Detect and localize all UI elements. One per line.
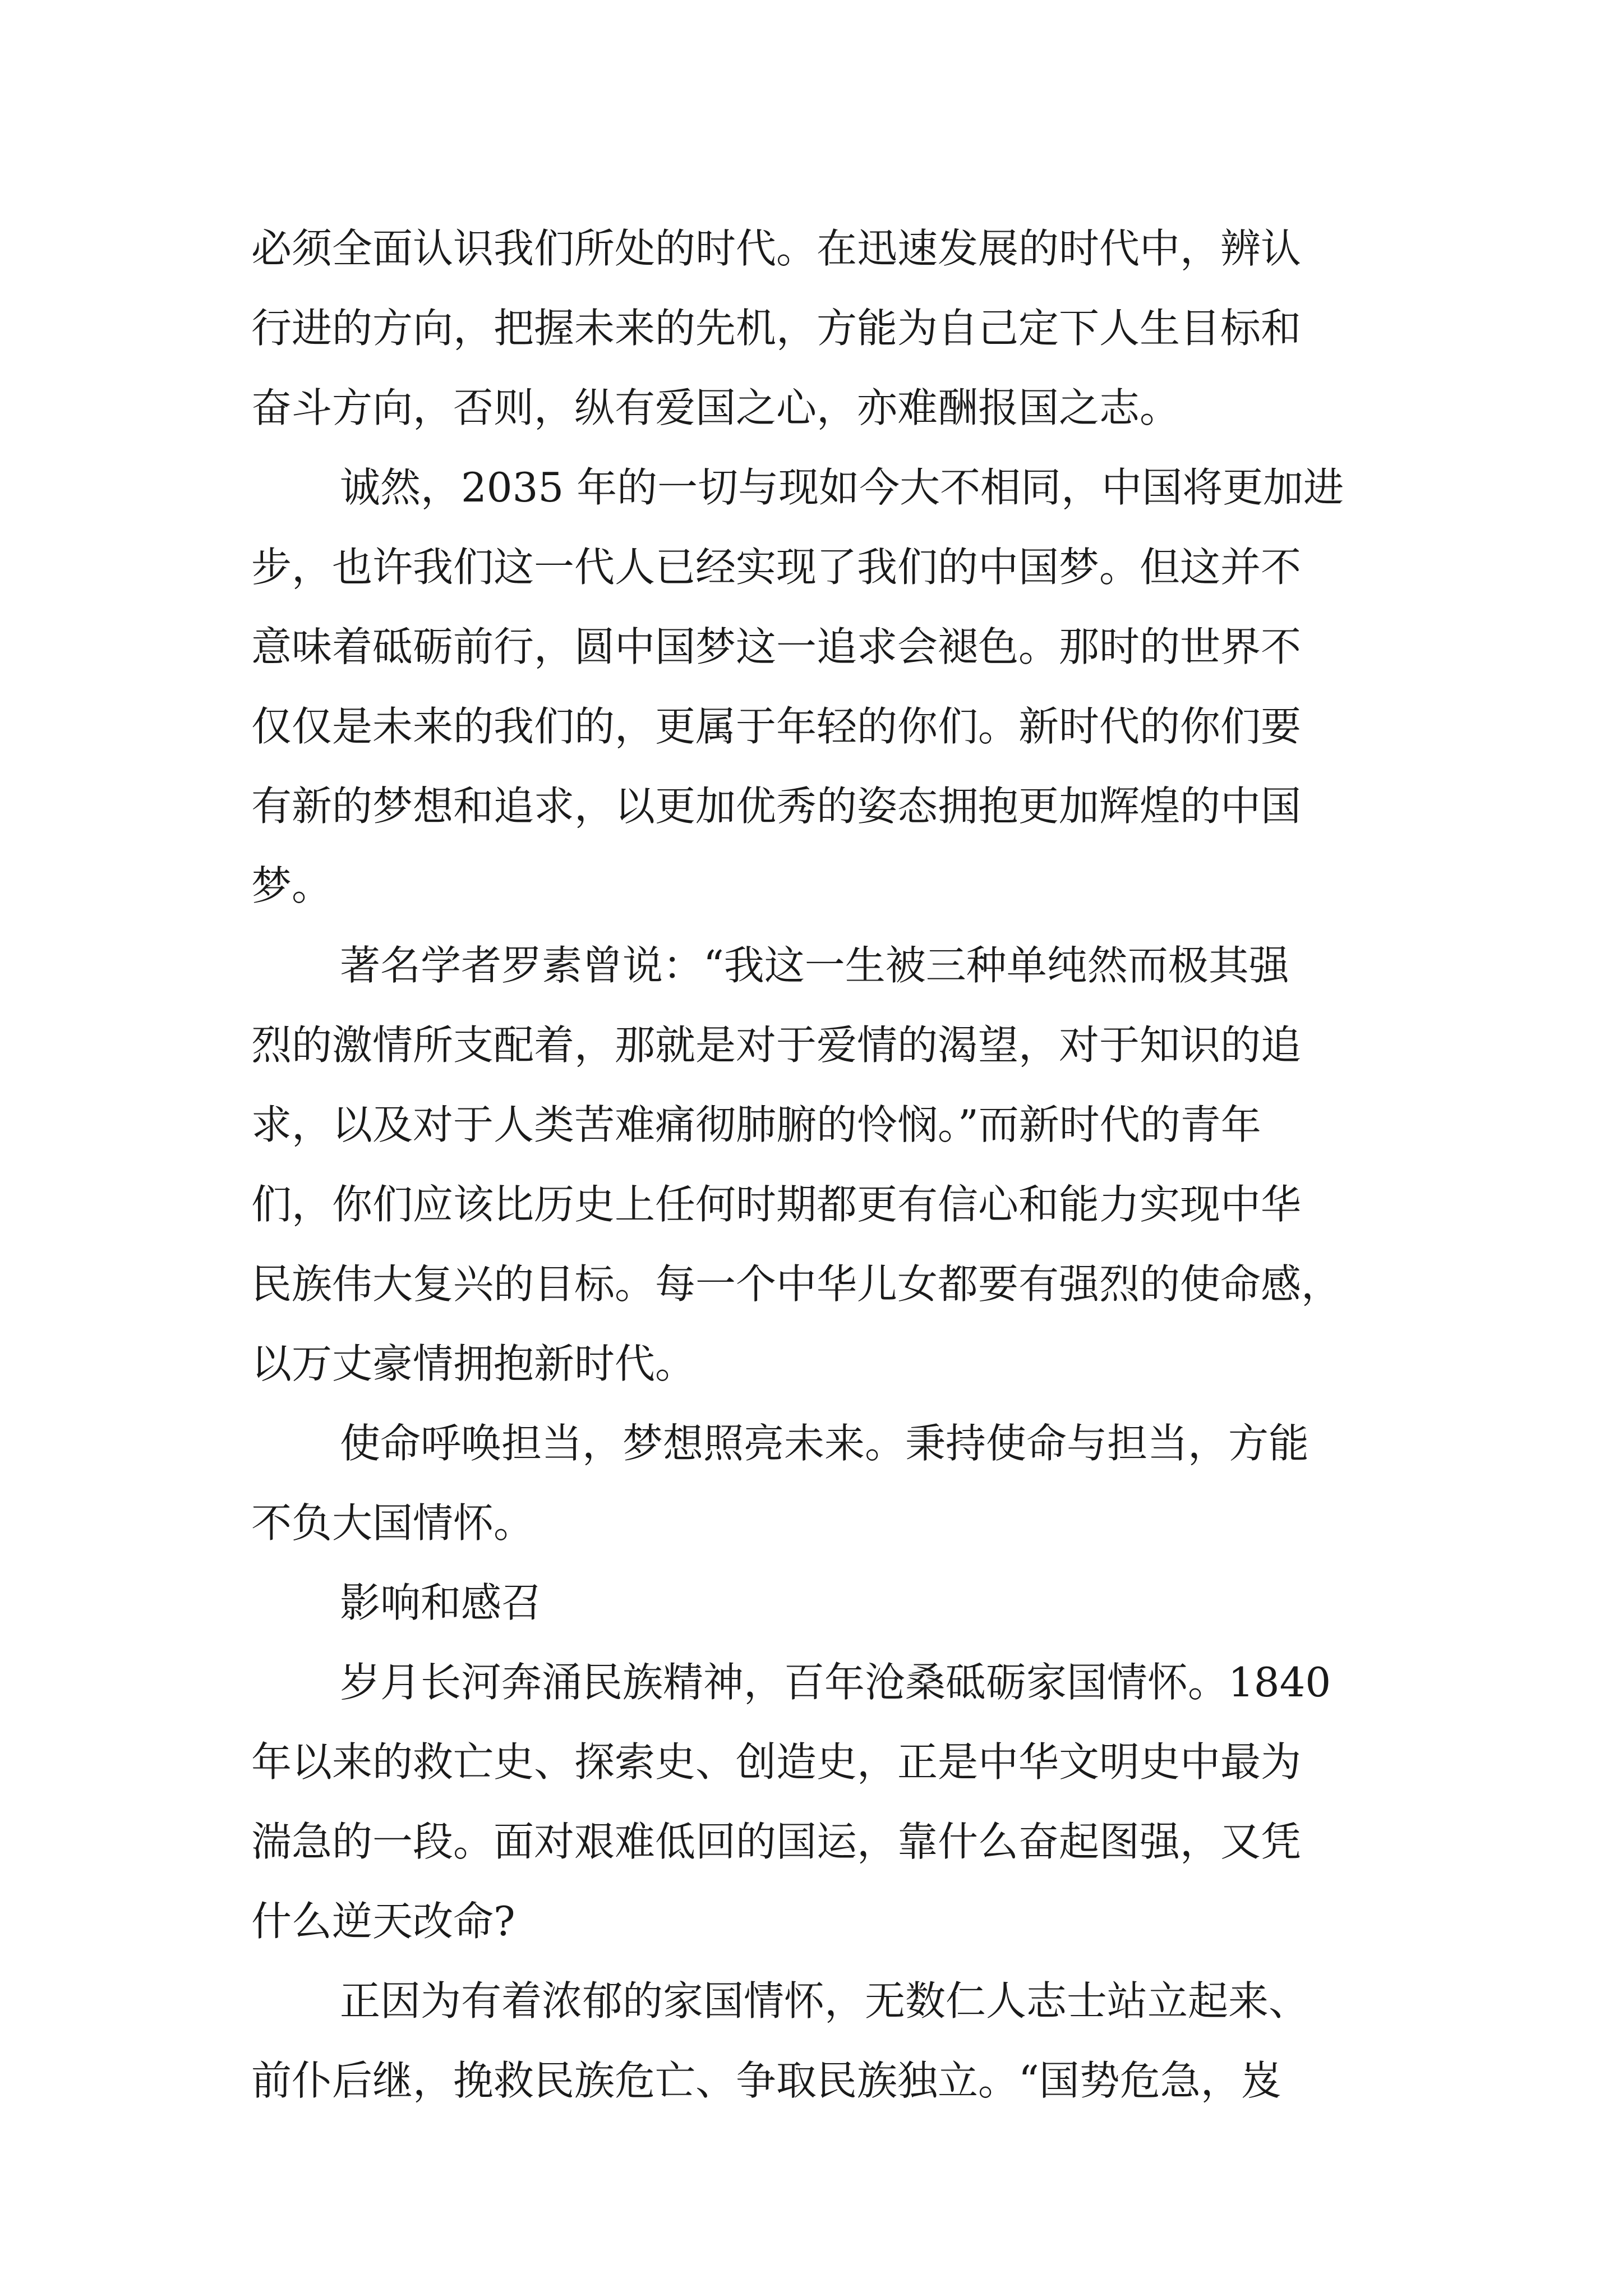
text-line: 行进的方向，把握未来的先机，方能为自己定下人生目标和	[251, 305, 1302, 352]
text-line: 必须全面认识我们所处的时代。在迅速发展的时代中，辨认	[251, 225, 1302, 272]
text-line: 奋斗方向，否则，纵有爱国之心，亦难酬报国之志。	[251, 384, 1181, 431]
paragraph-start-line: 正因为有着浓郁的家国情怀，无数仁人志士站立起来、	[340, 1977, 1310, 2024]
text-line: 步，也许我们这一代人已经实现了我们的中国梦。但这并不	[251, 544, 1302, 591]
text-line: 梦。	[251, 862, 333, 909]
text-line: 不负大国情怀。	[251, 1499, 534, 1547]
paragraph-start-line: 著名学者罗素曾说：“我这一生被三种单纯然而极其强	[340, 942, 1289, 989]
text-line: 仅仅是未来的我们的，更属于年轻的你们。新时代的你们要	[251, 703, 1302, 750]
text-line: 前仆后继，挽救民族危亡、争取民族独立。“国势危急，岌	[251, 2057, 1281, 2104]
text-line: 以万丈豪情拥抱新时代。	[251, 1340, 696, 1387]
text-line: 什么逆天改命?	[251, 1898, 515, 1945]
document-body	[251, 209, 1373, 2120]
text-line: 有新的梦想和追求，以更加优秀的姿态拥抱更加辉煌的中国	[251, 783, 1302, 830]
text-line: 湍急的一段。面对艰难低回的国运，靠什么奋起图强，又凭	[251, 1818, 1302, 1865]
text-line: 烈的激情所支配着，那就是对于爱情的渴望，对于知识的追	[251, 1022, 1302, 1069]
paragraph-start-line: 诚然，2035 年的一切与现如今大不相同，中国将更加进	[340, 464, 1344, 511]
text-line: 们，你们应该比历史上任何时期都更有信心和能力实现中华	[251, 1181, 1302, 1228]
text-line: 意味着砥砺前行，圆中国梦这一追求会褪色。那时的世界不	[251, 623, 1302, 670]
text-line: 年以来的救亡史、探索史、创造史，正是中华文明史中最为	[251, 1738, 1302, 1786]
section-heading: 影响和感召	[340, 1579, 542, 1626]
paragraph-start-line: 使命呼唤担当，梦想照亮未来。秉持使命与担当，方能	[340, 1420, 1310, 1467]
text-line: 民族伟大复兴的目标。每一个中华儿女都要有强烈的使命感，	[251, 1260, 1342, 1308]
paragraph-start-line: 岁月长河奔涌民族精神，百年沧桑砥砺家国情怀。1840	[340, 1659, 1331, 1706]
text-line: 求，以及对于人类苦难痛彻肺腑的怜悯。”而新时代的青年	[251, 1101, 1261, 1148]
